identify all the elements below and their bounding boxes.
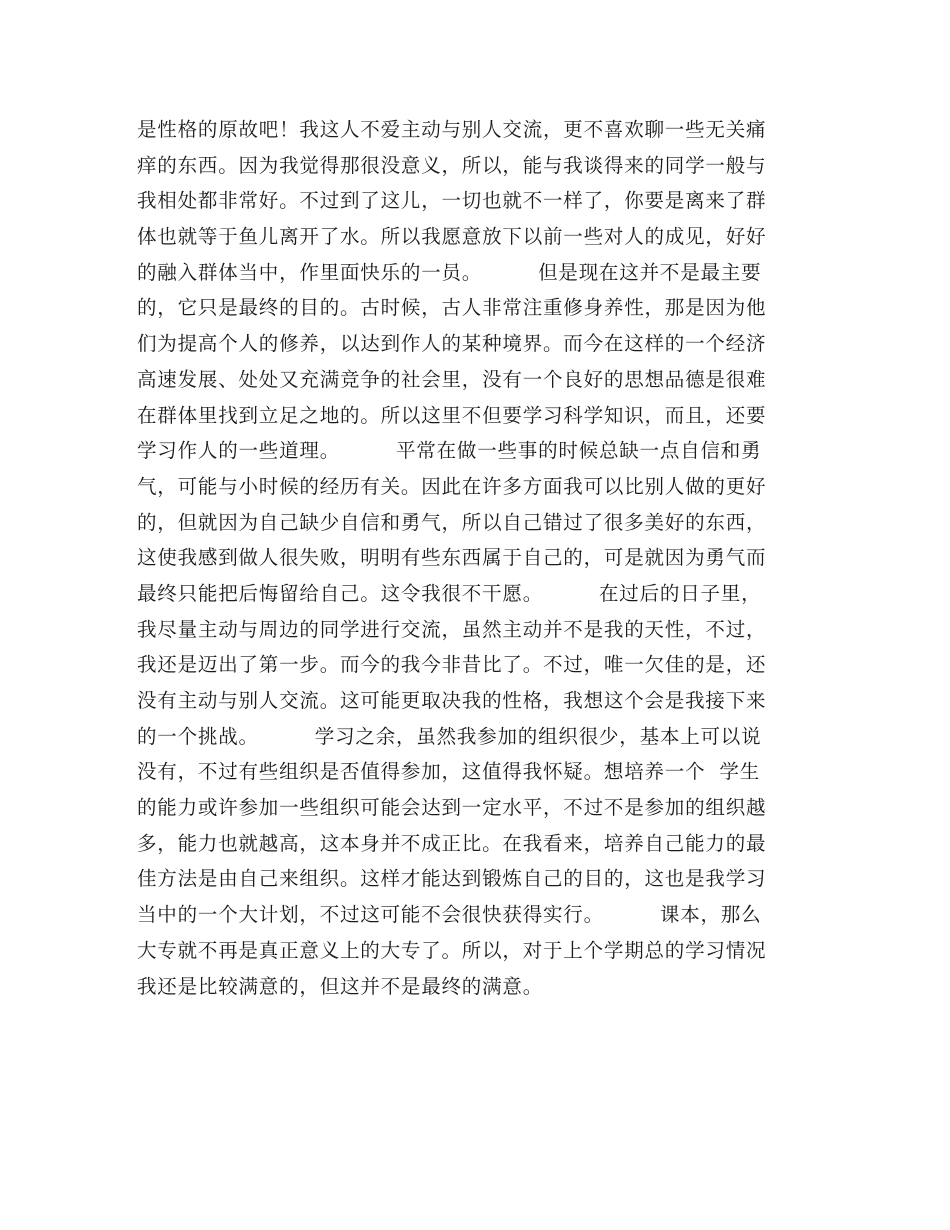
text-line: 没有，不过有些组织是否值得参加，这值得我怀疑。想培养一个 学生 xyxy=(137,760,760,784)
text-line: 的能力或许参加一些组织可能会达到一定水平，不过不是参加的组织越 xyxy=(137,796,767,820)
text-line: 我相处都非常好。不过到了这儿，一切也就不一样了，你要是离来了群 xyxy=(137,189,767,213)
text-line: 体也就等于鱼儿离开了水。所以我愿意放下以前一些对人的成见，好好 xyxy=(137,225,767,249)
text-line: 的，它只是最终的目的。古时候，古人非常注重修身养性，那是因为他 xyxy=(137,296,767,320)
text-line: 多，能力也就越高，这本身并不成正比。在我看来，培养自己能力的最 xyxy=(137,831,767,855)
text-line: 佳方法是由自己来组织。这样才能达到锻炼自己的目的，这也是我学习 xyxy=(137,867,767,891)
text-line: 高速发展、处处又充满竞争的社会里，没有一个良好的思想品德是很难 xyxy=(137,367,767,391)
text-line: 是性格的原故吧！我这人不爱主动与别人交流，更不喜欢聊一些无关痛 xyxy=(137,118,767,141)
text-line: 我尽量主动与周边的同学进行交流，虽然主动并不是我的天性，不过， xyxy=(137,617,767,641)
text-line: 这使我感到做人很失败，明明有些东西属于自己的，可是就因为勇气而 xyxy=(137,546,767,570)
text-line: 的，但就因为自己缺少自信和勇气，所以自己错过了很多美好的东西， xyxy=(137,510,767,534)
text-line: 我还是迈出了第一步。而今的我今非昔比了。不过，唯一欠佳的是，还 xyxy=(137,653,767,677)
text-line: 我还是比较满意的，但这并不是最终的满意。 xyxy=(137,974,544,998)
text-line: 的一个挑战。 学习之余，虽然我参加的组织很少，基本上可以说 xyxy=(137,724,762,748)
text-line: 的融入群体当中，作里面快乐的一员。 但是现在这并不是最主要 xyxy=(137,260,762,284)
text-line: 气，可能与小时候的经历有关。因此在许多方面我可以比别人做的更好 xyxy=(137,474,767,498)
text-line: 最终只能把后悔留给自己。这令我很不干愿。 在过后的日子里， xyxy=(137,581,762,605)
text-line: 在群体里找到立足之地的。所以这里不但要学习科学知识，而且，还要 xyxy=(137,403,767,427)
text-line: 学习作人的一些道理。 平常在做一些事的时候总缺一点自信和勇 xyxy=(137,439,762,463)
body-text xyxy=(137,112,817,1004)
text-line: 大专就不再是真正意义上的大专了。所以，对于上个学期总的学习情况 xyxy=(137,938,767,962)
text-line: 们为提高个人的修养，以达到作人的某种境界。而今在这样的一个经济 xyxy=(137,332,767,356)
text-line: 当中的一个大计划，不过这可能不会很快获得实行。 课本，那么 xyxy=(137,903,762,927)
text-line: 没有主动与别人交流。这可能更取决我的性格，我想这个会是我接下来 xyxy=(137,689,767,712)
text-line: 痒的东西。因为我觉得那很没意义，所以，能与我谈得来的同学一般与 xyxy=(137,153,767,177)
